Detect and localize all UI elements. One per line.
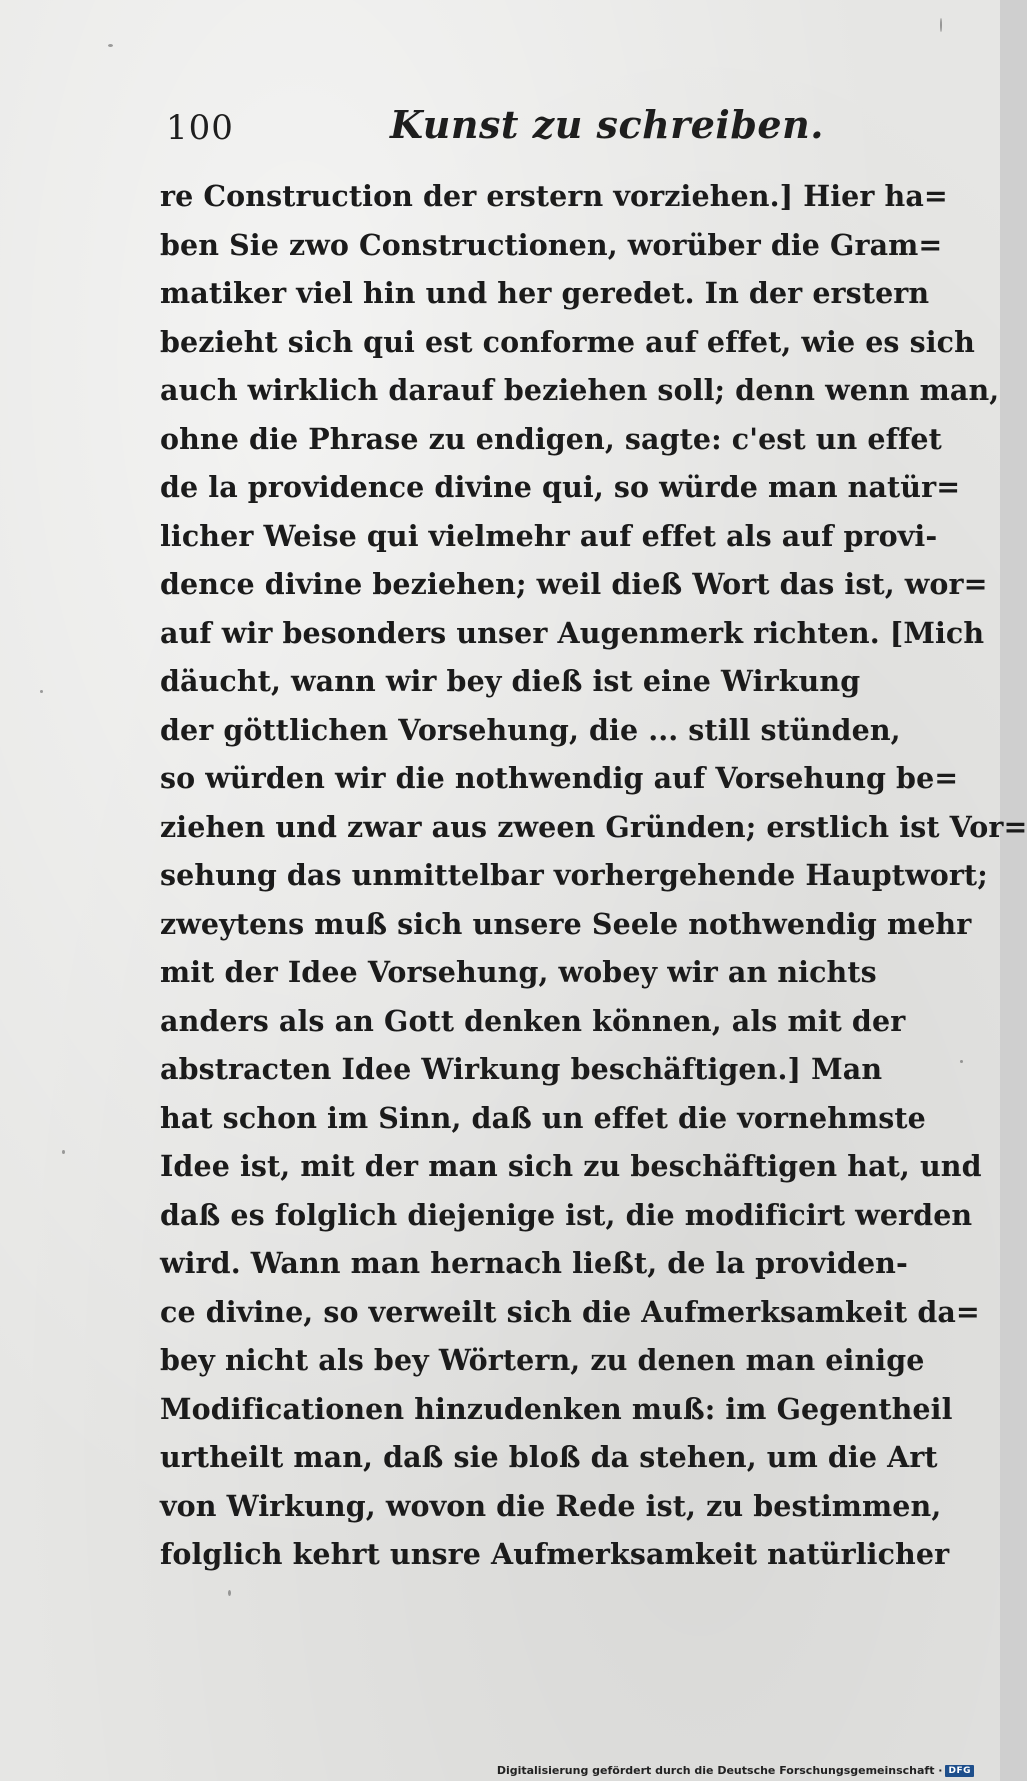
text-line: ziehen und zwar aus zween Gründen; erstlich ist Vor= — [160, 809, 1027, 844]
running-head — [160, 102, 860, 158]
text-line: re Construction der erstern vorziehen.] Hier ha= — [160, 179, 948, 213]
text-line: folglich kehrt unsre Aufmerksamkeit natürlicher — [160, 1537, 950, 1571]
text-line: zweytens muß sich unsere Seele nothwendig mehr — [160, 906, 972, 941]
body-text — [160, 172, 1027, 1579]
text-line: so würden wir die nothwendig auf Vorsehung be= — [160, 761, 959, 795]
text-line: sehung das unmittelbar vorhergehende Hauptwort; — [160, 858, 988, 892]
page-number: 100 — [166, 108, 234, 148]
paper-speck — [108, 44, 113, 47]
text-line: hat schon im Sinn, daß un effet die vornehmste — [160, 1100, 926, 1135]
text-line: licher Weise qui vielmehr auf effet als auf provi- — [160, 518, 938, 553]
paper-speck — [40, 690, 43, 693]
text-line: bey nicht als bey Wörtern, zu denen man einige — [160, 1343, 925, 1377]
paper-speck — [960, 1060, 963, 1063]
text-line: dence divine beziehen; weil dieß Wort das ist, wor= — [160, 567, 988, 601]
text-line: däucht, wann wir bey dieß ist eine Wirkung — [160, 664, 861, 698]
digitization-credit — [497, 1764, 974, 1777]
text-line: der göttlichen Vorsehung, die ... still stünden, — [160, 712, 901, 747]
text-line: urtheilt man, daß sie bloß da stehen, um die Art — [160, 1440, 938, 1474]
text-line: ohne die Phrase zu endigen, sagte: c'est un effet — [160, 421, 942, 456]
text-line: anders als an Gott denken können, als mit der — [160, 1003, 906, 1038]
text-line: daß es folglich diejenige ist, die modificirt werden — [160, 1197, 973, 1232]
text-line: ce divine, so verweilt sich die Aufmerksamkeit da= — [160, 1294, 980, 1329]
text-line: auch wirklich darauf beziehen soll; denn wenn man, — [160, 373, 1000, 407]
text-line: Modificationen hinzudenken muß: im Gegentheil — [160, 1391, 953, 1426]
text-line: von Wirkung, wovon die Rede ist, zu bestimmen, — [160, 1488, 942, 1523]
text-line: bezieht sich qui est conforme auf effet, wie es sich — [160, 324, 975, 359]
text-line: mit der Idee Vorsehung, wobey wir an nichts — [160, 955, 877, 989]
text-line: matiker viel hin und her geredet. In der erstern — [160, 276, 930, 310]
paper-speck — [228, 1590, 231, 1596]
text-line: Idee ist, mit der man sich zu beschäftigen hat, und — [160, 1149, 982, 1183]
paper-speck — [62, 1150, 65, 1154]
paper-speck — [940, 18, 942, 32]
dfg-logo: DFG — [945, 1765, 974, 1777]
running-title: Kunst zu schreiben. — [390, 102, 824, 147]
credit-text: Digitalisierung gefördert durch die Deutsche Forschungsgemeinschaft · — [496, 1764, 943, 1777]
text-line: wird. Wann man hernach ließt, de la providen- — [160, 1246, 908, 1280]
text-line: abstracten Idee Wirkung beschäftigen.] Man — [160, 1052, 883, 1086]
text-line: ben Sie zwo Constructionen, worüber die Gram= — [160, 227, 943, 262]
text-line: de la providence divine qui, so würde man natür= — [160, 470, 961, 504]
text-line: auf wir besonders unser Augenmerk richten. [Mich — [160, 615, 985, 650]
